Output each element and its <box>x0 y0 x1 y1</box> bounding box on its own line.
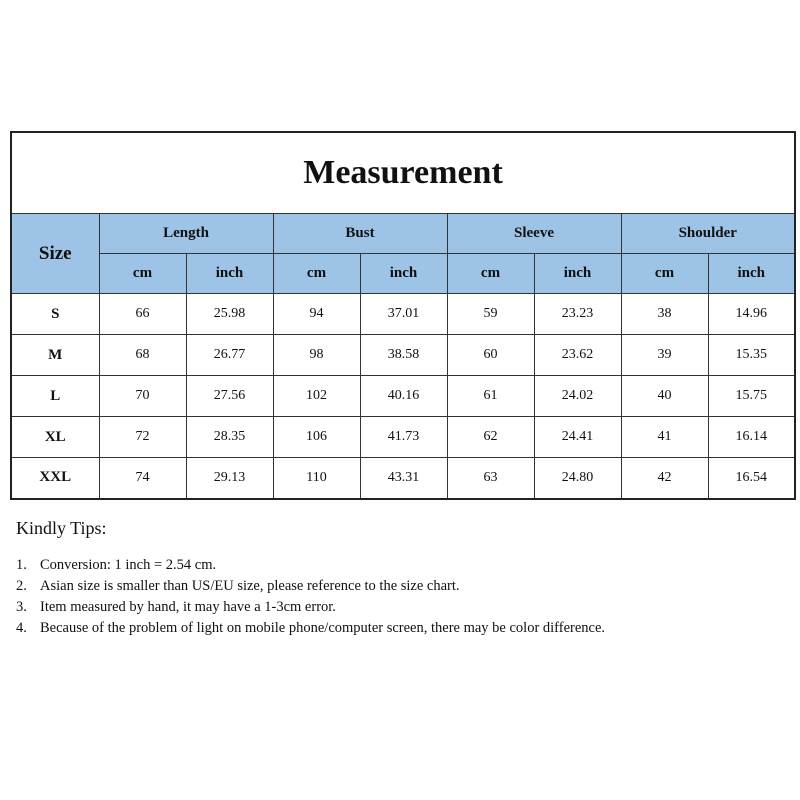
measurement-cell: 26.77 <box>186 335 273 376</box>
table-title: Measurement <box>11 132 795 214</box>
size-cell: M <box>11 335 99 376</box>
measurement-cell: 40 <box>621 376 708 417</box>
unit-header: inch <box>360 254 447 294</box>
measurement-cell: 24.41 <box>534 417 621 458</box>
measurement-cell: 25.98 <box>186 294 273 335</box>
measurement-cell: 60 <box>447 335 534 376</box>
measurement-cell: 59 <box>447 294 534 335</box>
measurement-cell: 106 <box>273 417 360 458</box>
unit-header: cm <box>447 254 534 294</box>
size-column-header: Size <box>11 214 99 294</box>
shoulder-group-header: Shoulder <box>621 214 795 254</box>
measurement-cell: 43.31 <box>360 458 447 499</box>
measurement-cell: 14.96 <box>708 294 795 335</box>
size-chart-table <box>10 131 796 500</box>
measurement-cell: 38 <box>621 294 708 335</box>
size-cell: XL <box>11 417 99 458</box>
bust-group-header: Bust <box>273 214 447 254</box>
measurement-cell: 15.75 <box>708 376 795 417</box>
size-cell: XXL <box>11 458 99 499</box>
measurement-cell: 70 <box>99 376 186 417</box>
measurement-cell: 38.58 <box>360 335 447 376</box>
header-row-units <box>11 254 795 294</box>
unit-header: cm <box>99 254 186 294</box>
kindly-tips <box>16 518 616 639</box>
measurement-cell: 62 <box>447 417 534 458</box>
measurement-cell: 42 <box>621 458 708 499</box>
tip-item <box>16 555 616 576</box>
measurement-cell: 41.73 <box>360 417 447 458</box>
measurement-cell: 66 <box>99 294 186 335</box>
measurement-cell: 37.01 <box>360 294 447 335</box>
measurement-cell: 74 <box>99 458 186 499</box>
measurement-cell: 29.13 <box>186 458 273 499</box>
measurement-cell: 98 <box>273 335 360 376</box>
tip-item <box>16 597 616 618</box>
tip-text: Conversion: 1 inch = 2.54 cm. <box>40 557 217 573</box>
size-cell: S <box>11 294 99 335</box>
table-row <box>11 417 795 458</box>
measurement-cell: 23.23 <box>534 294 621 335</box>
size-cell: L <box>11 376 99 417</box>
measurement-cell: 94 <box>273 294 360 335</box>
measurement-cell: 63 <box>447 458 534 499</box>
header-row-groups <box>11 214 795 254</box>
unit-header: inch <box>708 254 795 294</box>
table-row <box>11 458 795 499</box>
length-group-header: Length <box>99 214 273 254</box>
measurement-cell: 16.54 <box>708 458 795 499</box>
measurement-cell: 102 <box>273 376 360 417</box>
measurement-cell: 40.16 <box>360 376 447 417</box>
tip-item <box>16 618 616 639</box>
tips-list <box>16 555 616 639</box>
unit-header: cm <box>621 254 708 294</box>
tip-text: Asian size is smaller than US/EU size, please reference to the size chart. <box>40 578 460 594</box>
unit-header: inch <box>186 254 273 294</box>
measurement-cell: 27.56 <box>186 376 273 417</box>
table-body <box>11 294 795 499</box>
tip-number: 4. <box>16 620 27 636</box>
measurement-cell: 28.35 <box>186 417 273 458</box>
measurement-cell: 24.80 <box>534 458 621 499</box>
sleeve-group-header: Sleeve <box>447 214 621 254</box>
measurement-cell: 41 <box>621 417 708 458</box>
tip-text: Because of the problem of light on mobile phone/computer screen, there may be color difference. <box>40 620 606 636</box>
measurement-cell: 15.35 <box>708 335 795 376</box>
table-row <box>11 376 795 417</box>
measurement-cell: 110 <box>273 458 360 499</box>
measurement-cell: 23.62 <box>534 335 621 376</box>
table-row <box>11 335 795 376</box>
measurement-cell: 72 <box>99 417 186 458</box>
tip-text: Item measured by hand, it may have a 1-3cm error. <box>40 599 336 615</box>
unit-header: cm <box>273 254 360 294</box>
measurement-cell: 61 <box>447 376 534 417</box>
measurement-cell: 16.14 <box>708 417 795 458</box>
tip-number: 1. <box>16 557 27 573</box>
measurement-cell: 68 <box>99 335 186 376</box>
tip-number: 3. <box>16 599 27 615</box>
tip-number: 2. <box>16 578 27 594</box>
table-row <box>11 294 795 335</box>
tip-item <box>16 576 616 597</box>
measurement-cell: 24.02 <box>534 376 621 417</box>
tips-title: Kindly Tips: <box>16 518 107 538</box>
measurement-cell: 39 <box>621 335 708 376</box>
unit-header: inch <box>534 254 621 294</box>
